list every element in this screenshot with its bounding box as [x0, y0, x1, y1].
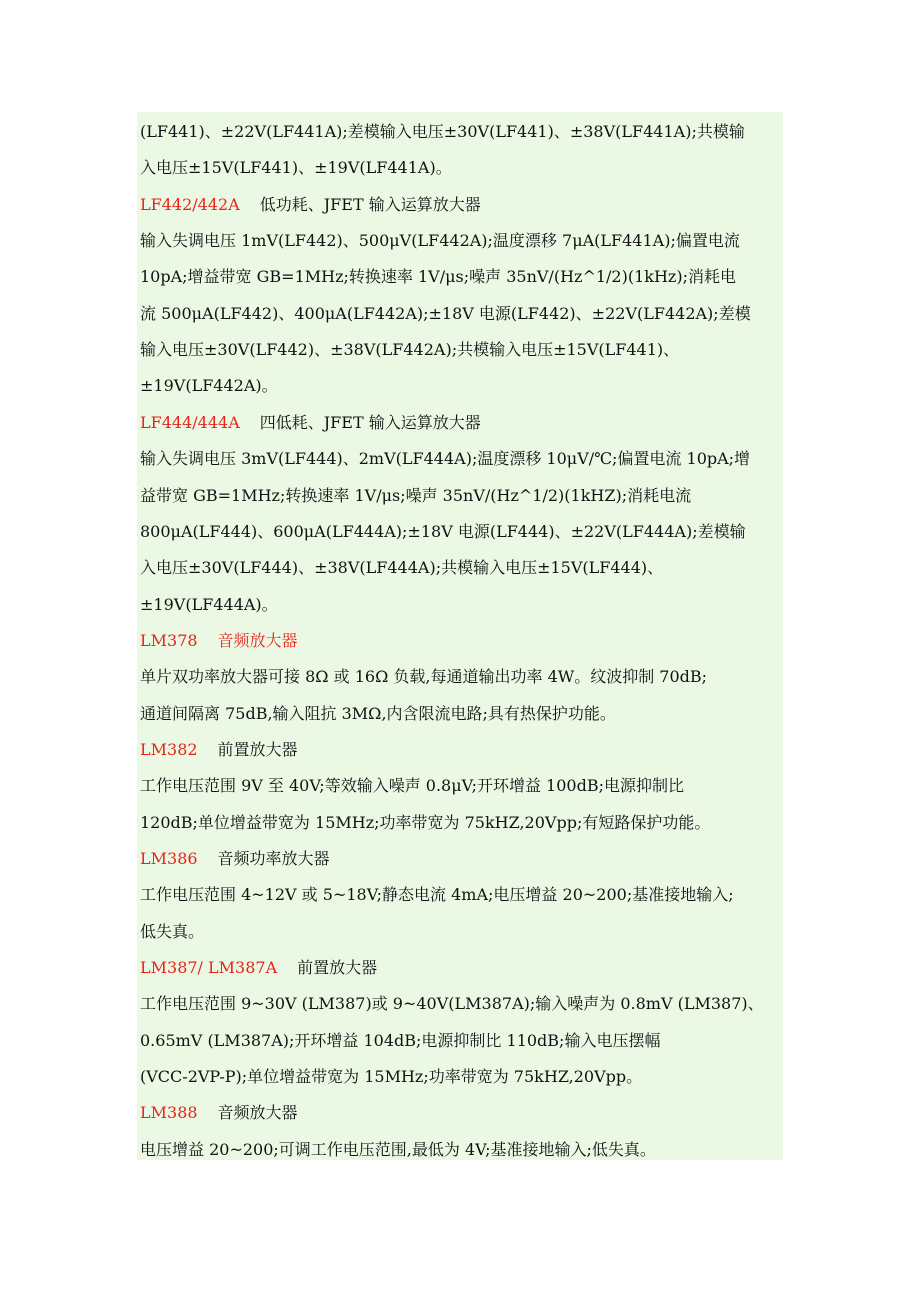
- part-number: LM386: [140, 849, 198, 868]
- body-text-line: 入电压±15V(LF441)、±19V(LF441A)。: [140, 158, 452, 178]
- body-text-line: 通道间隔离 75dB,输入阻抗 3MΩ,内含限流电路;具有热保护功能。: [140, 703, 616, 723]
- section-heading: [140, 732, 780, 768]
- body-text-line: 工作电压范围 9~30V (LM387)或 9~40V(LM387A);输入噪声为 0.8mV (LM387)、: [140, 994, 764, 1014]
- body-text-line: (LF441)、±22V(LF441A);差模输入电压±30V(LF441)、±38V(LF441A);共模输: [140, 122, 745, 141]
- body-text-line: ±19V(LF444A)。: [140, 594, 278, 614]
- body-text-line: 入电压±30V(LF444)、±38V(LF444A);共模输入电压±15V(LF444)、: [140, 558, 664, 578]
- body-text-line: 流 500μA(LF442)、400μA(LF442A);±18V 电源(LF442)、±22V(LF442A);差模: [140, 303, 751, 323]
- part-description: 四低耗、JFET 输入运算放大器: [259, 412, 481, 432]
- section-heading: [140, 405, 780, 441]
- body-text-line: (VCC-2VP-P);单位增益带宽为 15MHz;功率带宽为 75kHZ,20Vpp。: [140, 1067, 643, 1087]
- part-number: LF442/442A: [140, 194, 240, 214]
- section-heading: [140, 1095, 780, 1131]
- section-heading: [140, 623, 780, 659]
- body-text-line: 800μA(LF444)、600μA(LF444A);±18V 电源(LF444)、±22V(LF444A);差模输: [140, 521, 746, 541]
- part-number: LM382: [140, 739, 198, 759]
- body-text-line: 输入电压±30V(LF442)、±38V(LF442A);共模输入电压±15V(LF441)、: [140, 340, 680, 360]
- part-description: 音频放大器: [217, 630, 298, 650]
- body-text-line: 工作电压范围 9V 至 40V;等效输入噪声 0.8μV;开环增益 100dB;电源抑制比: [140, 776, 684, 796]
- body-text-line: 单片双功率放大器可接 8Ω 或 16Ω 负载,每通道输出功率 4W。纹波抑制 70dB;: [140, 667, 708, 687]
- body-text-line: 低失真。: [140, 921, 205, 941]
- body-text-line: 输入失调电压 1mV(LF442)、500μV(LF442A);温度漂移 7μA(LF441A);偏置电流: [140, 231, 740, 251]
- part-number: LM388: [140, 1103, 198, 1123]
- part-description: 低功耗、JFET 输入运算放大器: [259, 194, 481, 214]
- section-heading: [140, 187, 780, 223]
- part-description: 音频放大器: [217, 1103, 298, 1123]
- part-description: 前置放大器: [297, 958, 378, 978]
- part-description: 音频功率放大器: [217, 849, 330, 868]
- section-heading: [140, 841, 780, 877]
- section-heading: [140, 950, 780, 986]
- part-number: LM378: [140, 630, 198, 650]
- part-number: LM387/ LM387A: [140, 958, 278, 978]
- body-text-line: 输入失调电压 3mV(LF444)、2mV(LF444A);温度漂移 10μV/℃;偏置电流 10pA;增: [140, 449, 751, 469]
- part-description: 前置放大器: [217, 739, 298, 759]
- body-text-line: 0.65mV (LM387A);开环增益 104dB;电源抑制比 110dB;输入电压摆幅: [140, 1030, 661, 1050]
- body-text-line: 电压增益 20~200;可调工作电压范围,最低为 4V;基准接地输入;低失真。: [140, 1139, 656, 1159]
- body-text-line: 益带宽 GB=1MHz;转换速率 1V/μs;噪声 35nV/(Hz^1/2)(1kHZ);消耗电流: [140, 485, 692, 505]
- highlighted-text-block: [137, 112, 783, 1160]
- body-text-line: ±19V(LF442A)。: [140, 376, 278, 396]
- part-number: LF444/444A: [140, 412, 240, 432]
- body-text-line: 120dB;单位增益带宽为 15MHz;功率带宽为 75kHZ,20Vpp;有短路保护功能。: [140, 812, 711, 832]
- body-text-line: 工作电压范围 4~12V 或 5~18V;静态电流 4mA;电压增益 20~200;基准接地输入;: [140, 885, 734, 905]
- body-text-line: 10pA;增益带宽 GB=1MHz;转换速率 1V/μs;噪声 35nV/(Hz^1/2)(1kHz);消耗电: [140, 267, 736, 287]
